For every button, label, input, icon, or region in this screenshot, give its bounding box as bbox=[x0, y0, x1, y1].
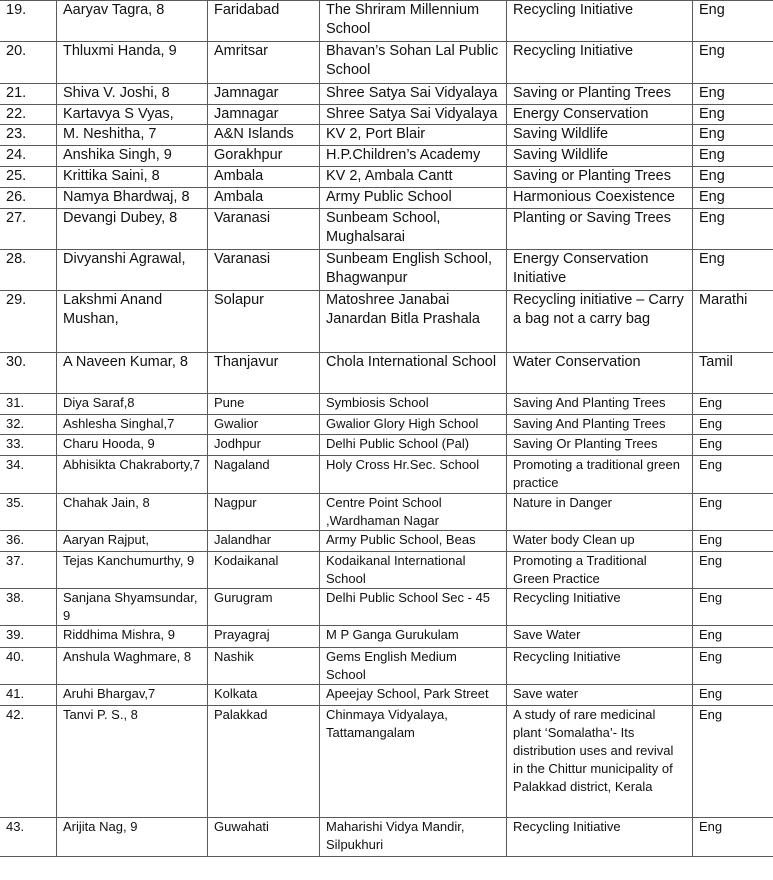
city-cell: Ambala bbox=[208, 167, 320, 188]
student-name-cell: Charu Hooda, 9 bbox=[57, 435, 208, 456]
school-cell: Shree Satya Sai Vidyalaya bbox=[320, 105, 507, 125]
project-theme-cell: Water Conservation bbox=[507, 353, 693, 394]
city-cell: Palakkad bbox=[208, 706, 320, 818]
city-cell: Jodhpur bbox=[208, 435, 320, 456]
table-row bbox=[0, 685, 773, 706]
table-row bbox=[0, 415, 773, 435]
student-name-cell: Sanjana Shyamsundar, 9 bbox=[57, 589, 208, 626]
table-row bbox=[0, 353, 773, 394]
serial-number-cell: 29. bbox=[0, 291, 57, 353]
serial-number-cell: 37. bbox=[0, 552, 57, 589]
city-cell: Amritsar bbox=[208, 42, 320, 84]
student-name-cell: Abhisikta Chakraborty,7 bbox=[57, 456, 208, 494]
table-row bbox=[0, 188, 773, 209]
school-cell: Army Public School bbox=[320, 188, 507, 209]
school-cell: Delhi Public School (Pal) bbox=[320, 435, 507, 456]
city-cell: Kodaikanal bbox=[208, 552, 320, 589]
student-name-cell: Namya Bhardwaj, 8 bbox=[57, 188, 208, 209]
student-name-cell: Anshula Waghmare, 8 bbox=[57, 648, 208, 685]
serial-number-cell: 35. bbox=[0, 494, 57, 531]
school-cell: The Shriram Millennium School bbox=[320, 1, 507, 42]
school-cell: Kodaikanal International School bbox=[320, 552, 507, 589]
language-cell: Eng bbox=[693, 42, 773, 84]
school-cell: KV 2, Ambala Cantt bbox=[320, 167, 507, 188]
serial-number-cell: 25. bbox=[0, 167, 57, 188]
serial-number-cell: 43. bbox=[0, 818, 57, 857]
language-cell: Eng bbox=[693, 146, 773, 167]
project-theme-cell: Saving And Planting Trees bbox=[507, 415, 693, 435]
city-cell: Pune bbox=[208, 394, 320, 415]
table-row bbox=[0, 552, 773, 589]
language-cell: Tamil bbox=[693, 353, 773, 394]
language-cell: Eng bbox=[693, 552, 773, 589]
language-cell: Eng bbox=[693, 706, 773, 818]
city-cell: Ambala bbox=[208, 188, 320, 209]
city-cell: Prayagraj bbox=[208, 626, 320, 648]
city-cell: Jalandhar bbox=[208, 531, 320, 552]
serial-number-cell: 28. bbox=[0, 250, 57, 291]
school-cell: Symbiosis School bbox=[320, 394, 507, 415]
project-theme-cell: Water body Clean up bbox=[507, 531, 693, 552]
serial-number-cell: 21. bbox=[0, 84, 57, 105]
table-row bbox=[0, 146, 773, 167]
language-cell: Eng bbox=[693, 84, 773, 105]
school-cell: Matoshree Janabai Janardan Bitla Prashala bbox=[320, 291, 507, 353]
language-cell: Eng bbox=[693, 494, 773, 531]
city-cell: Thanjavur bbox=[208, 353, 320, 394]
serial-number-cell: 42. bbox=[0, 706, 57, 818]
language-cell: Eng bbox=[693, 125, 773, 146]
language-cell: Eng bbox=[693, 456, 773, 494]
serial-number-cell: 23. bbox=[0, 125, 57, 146]
city-cell: Jamnagar bbox=[208, 84, 320, 105]
serial-number-cell: 22. bbox=[0, 105, 57, 125]
project-theme-cell: Saving And Planting Trees bbox=[507, 394, 693, 415]
project-theme-cell: Recycling Initiative bbox=[507, 589, 693, 626]
language-cell: Eng bbox=[693, 1, 773, 42]
serial-number-cell: 26. bbox=[0, 188, 57, 209]
school-cell: Centre Point School ,Wardhaman Nagar bbox=[320, 494, 507, 531]
city-cell: Gorakhpur bbox=[208, 146, 320, 167]
table-row bbox=[0, 626, 773, 648]
table-row bbox=[0, 105, 773, 125]
school-cell: Chinmaya Vidyalaya, Tattamangalam bbox=[320, 706, 507, 818]
student-name-cell: Lakshmi Anand Mushan, bbox=[57, 291, 208, 353]
table-row bbox=[0, 435, 773, 456]
city-cell: Jamnagar bbox=[208, 105, 320, 125]
student-name-cell: A Naveen Kumar, 8 bbox=[57, 353, 208, 394]
student-name-cell: Krittika Saini, 8 bbox=[57, 167, 208, 188]
project-theme-cell: Save Water bbox=[507, 626, 693, 648]
table-row bbox=[0, 125, 773, 146]
serial-number-cell: 38. bbox=[0, 589, 57, 626]
school-cell: Maharishi Vidya Mandir, Silpukhuri bbox=[320, 818, 507, 857]
student-name-cell: M. Neshitha, 7 bbox=[57, 125, 208, 146]
student-name-cell: Aaryan Rajput, bbox=[57, 531, 208, 552]
project-theme-cell: Promoting a Traditional Green Practice bbox=[507, 552, 693, 589]
serial-number-cell: 39. bbox=[0, 626, 57, 648]
student-name-cell: Ashlesha Singhal,7 bbox=[57, 415, 208, 435]
language-cell: Eng bbox=[693, 415, 773, 435]
table-row bbox=[0, 42, 773, 84]
language-cell: Eng bbox=[693, 626, 773, 648]
table-row bbox=[0, 84, 773, 105]
language-cell: Marathi bbox=[693, 291, 773, 353]
language-cell: Eng bbox=[693, 188, 773, 209]
city-cell: Nashik bbox=[208, 648, 320, 685]
language-cell: Eng bbox=[693, 818, 773, 857]
table-row bbox=[0, 1, 773, 42]
language-cell: Eng bbox=[693, 435, 773, 456]
school-cell: Delhi Public School Sec - 45 bbox=[320, 589, 507, 626]
school-cell: KV 2, Port Blair bbox=[320, 125, 507, 146]
school-cell: H.P.Children’s Academy bbox=[320, 146, 507, 167]
city-cell: Gwalior bbox=[208, 415, 320, 435]
language-cell: Eng bbox=[693, 105, 773, 125]
language-cell: Eng bbox=[693, 394, 773, 415]
table-row bbox=[0, 706, 773, 818]
serial-number-cell: 34. bbox=[0, 456, 57, 494]
serial-number-cell: 20. bbox=[0, 42, 57, 84]
city-cell: Nagaland bbox=[208, 456, 320, 494]
student-name-cell: Arijita Nag, 9 bbox=[57, 818, 208, 857]
city-cell: Faridabad bbox=[208, 1, 320, 42]
project-theme-cell: Energy Conservation bbox=[507, 105, 693, 125]
language-cell: Eng bbox=[693, 685, 773, 706]
school-cell: Gems English Medium School bbox=[320, 648, 507, 685]
serial-number-cell: 30. bbox=[0, 353, 57, 394]
serial-number-cell: 41. bbox=[0, 685, 57, 706]
project-theme-cell: Saving Wildlife bbox=[507, 146, 693, 167]
student-name-cell: Thluxmi Handa, 9 bbox=[57, 42, 208, 84]
school-cell: Shree Satya Sai Vidyalaya bbox=[320, 84, 507, 105]
serial-number-cell: 33. bbox=[0, 435, 57, 456]
project-theme-cell: Save water bbox=[507, 685, 693, 706]
serial-number-cell: 40. bbox=[0, 648, 57, 685]
language-cell: Eng bbox=[693, 167, 773, 188]
student-name-cell: Anshika Singh, 9 bbox=[57, 146, 208, 167]
table-row bbox=[0, 167, 773, 188]
city-cell: Varanasi bbox=[208, 250, 320, 291]
table-row bbox=[0, 531, 773, 552]
project-theme-cell: Harmonious Coexistence bbox=[507, 188, 693, 209]
student-name-cell: Tanvi P. S., 8 bbox=[57, 706, 208, 818]
project-theme-cell: A study of rare medicinal plant ‘Somalatha’- Its distribution uses and revival in the Chittur municipality of Palakkad district, Kerala bbox=[507, 706, 693, 818]
table-row bbox=[0, 456, 773, 494]
project-theme-cell: Recycling initiative – Carry a bag not a carry bag bbox=[507, 291, 693, 353]
language-cell: Eng bbox=[693, 531, 773, 552]
project-theme-cell: Promoting a traditional green practice bbox=[507, 456, 693, 494]
city-cell: Gurugram bbox=[208, 589, 320, 626]
serial-number-cell: 27. bbox=[0, 209, 57, 250]
table-row bbox=[0, 589, 773, 626]
table-row bbox=[0, 209, 773, 250]
project-theme-cell: Planting or Saving Trees bbox=[507, 209, 693, 250]
project-theme-cell: Saving Or Planting Trees bbox=[507, 435, 693, 456]
school-cell: Sunbeam English School, Bhagwanpur bbox=[320, 250, 507, 291]
student-name-cell: Kartavya S Vyas, bbox=[57, 105, 208, 125]
city-cell: Varanasi bbox=[208, 209, 320, 250]
project-theme-cell: Saving Wildlife bbox=[507, 125, 693, 146]
school-cell: Holy Cross Hr.Sec. School bbox=[320, 456, 507, 494]
student-name-cell: Chahak Jain, 8 bbox=[57, 494, 208, 531]
city-cell: Guwahati bbox=[208, 818, 320, 857]
language-cell: Eng bbox=[693, 250, 773, 291]
serial-number-cell: 36. bbox=[0, 531, 57, 552]
city-cell: Solapur bbox=[208, 291, 320, 353]
table-row bbox=[0, 291, 773, 353]
school-cell: Sunbeam School, Mughalsarai bbox=[320, 209, 507, 250]
student-name-cell: Aruhi Bhargav,7 bbox=[57, 685, 208, 706]
city-cell: Nagpur bbox=[208, 494, 320, 531]
table-body bbox=[0, 1, 773, 857]
student-name-cell: Diya Saraf,8 bbox=[57, 394, 208, 415]
student-name-cell: Divyanshi Agrawal, bbox=[57, 250, 208, 291]
project-theme-cell: Recycling Initiative bbox=[507, 648, 693, 685]
project-theme-cell: Saving or Planting Trees bbox=[507, 167, 693, 188]
school-cell: Bhavan’s Sohan Lal Public School bbox=[320, 42, 507, 84]
student-name-cell: Shiva V. Joshi, 8 bbox=[57, 84, 208, 105]
table-row bbox=[0, 648, 773, 685]
school-cell: Gwalior Glory High School bbox=[320, 415, 507, 435]
project-theme-cell: Energy Conservation Initiative bbox=[507, 250, 693, 291]
student-name-cell: Devangi Dubey, 8 bbox=[57, 209, 208, 250]
school-cell: Army Public School, Beas bbox=[320, 531, 507, 552]
table-row bbox=[0, 250, 773, 291]
project-theme-cell: Nature in Danger bbox=[507, 494, 693, 531]
project-theme-cell: Recycling Initiative bbox=[507, 1, 693, 42]
project-theme-cell: Recycling Initiative bbox=[507, 818, 693, 857]
serial-number-cell: 24. bbox=[0, 146, 57, 167]
serial-number-cell: 31. bbox=[0, 394, 57, 415]
serial-number-cell: 32. bbox=[0, 415, 57, 435]
table-row bbox=[0, 394, 773, 415]
language-cell: Eng bbox=[693, 209, 773, 250]
language-cell: Eng bbox=[693, 648, 773, 685]
city-cell: A&N Islands bbox=[208, 125, 320, 146]
serial-number-cell: 19. bbox=[0, 1, 57, 42]
project-theme-cell: Saving or Planting Trees bbox=[507, 84, 693, 105]
table-row bbox=[0, 818, 773, 857]
school-cell: Apeejay School, Park Street bbox=[320, 685, 507, 706]
student-name-cell: Tejas Kanchumurthy, 9 bbox=[57, 552, 208, 589]
project-theme-cell: Recycling Initiative bbox=[507, 42, 693, 84]
language-cell: Eng bbox=[693, 589, 773, 626]
school-cell: Chola International School bbox=[320, 353, 507, 394]
table-row bbox=[0, 494, 773, 531]
city-cell: Kolkata bbox=[208, 685, 320, 706]
school-cell: M P Ganga Gurukulam bbox=[320, 626, 507, 648]
student-name-cell: Riddhima Mishra, 9 bbox=[57, 626, 208, 648]
student-name-cell: Aaryav Tagra, 8 bbox=[57, 1, 208, 42]
